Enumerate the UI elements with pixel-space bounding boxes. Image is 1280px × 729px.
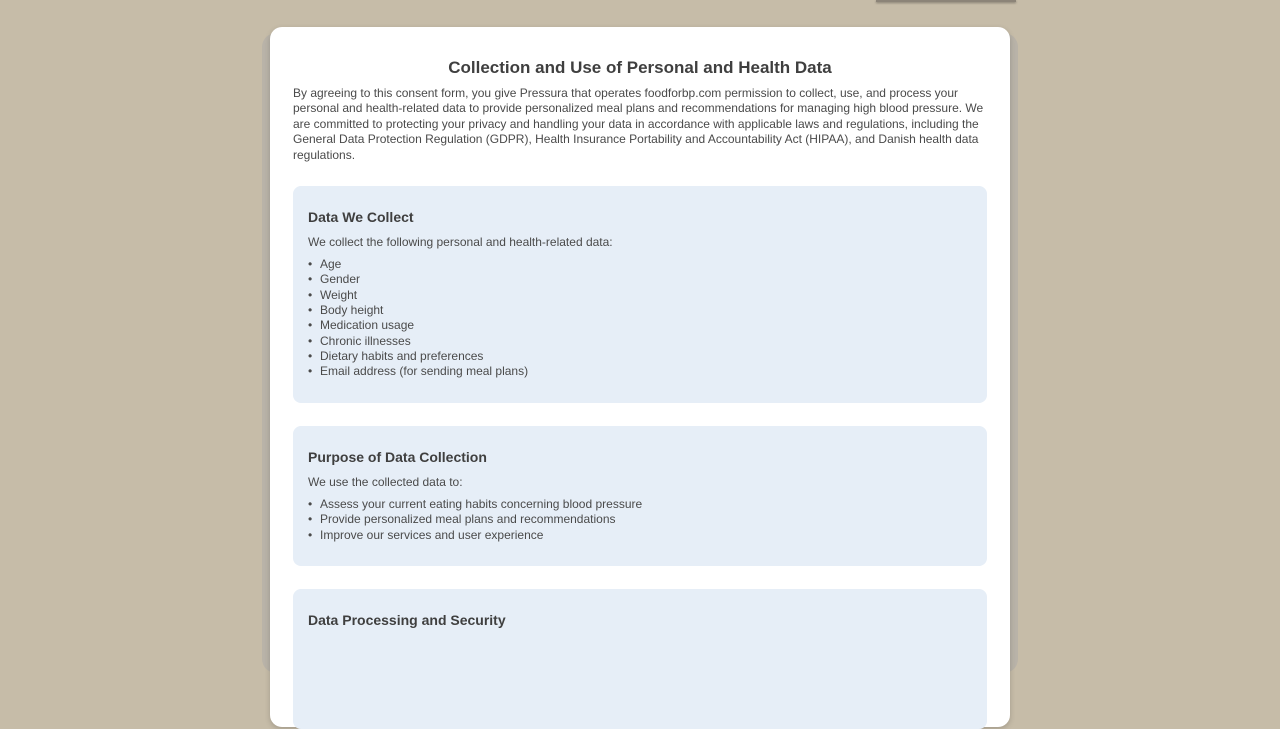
section-lead: We use the collected data to:: [308, 475, 463, 489]
data-list: [308, 257, 528, 380]
section-data-processing-security: [293, 589, 987, 729]
list-item: • Medication usage: [308, 318, 528, 333]
list-item: • Provide personalized meal plans and recommendations: [308, 512, 642, 527]
purpose-list: [308, 497, 642, 543]
section-lead: We collect the following personal and health-related data:: [308, 235, 613, 249]
page-title: Collection and Use of Personal and Health Data: [448, 58, 832, 77]
list-item: • Email address (for sending meal plans): [308, 364, 528, 379]
list-item: • Improve our services and user experience: [308, 528, 642, 543]
list-item: • Age: [308, 257, 528, 272]
list-item: • Dietary habits and preferences: [308, 349, 528, 364]
list-item: • Weight: [308, 288, 528, 303]
list-item: • Body height: [308, 303, 528, 318]
section-heading: Data We Collect: [308, 209, 414, 225]
intro-paragraph: By agreeing to this consent form, you give Pressura that operates foodforbp.com permission to collect, use, and process your personal and health-related data to provide personalized meal plans and recommendations for managing high blood pressure. We are committed to protecting your privacy and handling your data in accordance with applicable laws and regulations, including the General Data Protection Regulation (GDPR), Health Insurance Portability and Accountability Act (HIPAA), and Danish health data regulations.: [293, 86, 984, 162]
list-item: • Gender: [308, 272, 528, 287]
section-heading: Data Processing and Security: [308, 612, 506, 628]
top-tab-handle: [876, 0, 1016, 2]
section-purpose: [293, 426, 987, 566]
section-heading: Purpose of Data Collection: [308, 449, 487, 465]
consent-card: [270, 27, 1010, 727]
list-item: • Chronic illnesses: [308, 334, 528, 349]
section-data-we-collect: [293, 186, 987, 403]
list-item: • Assess your current eating habits concerning blood pressure: [308, 497, 642, 512]
